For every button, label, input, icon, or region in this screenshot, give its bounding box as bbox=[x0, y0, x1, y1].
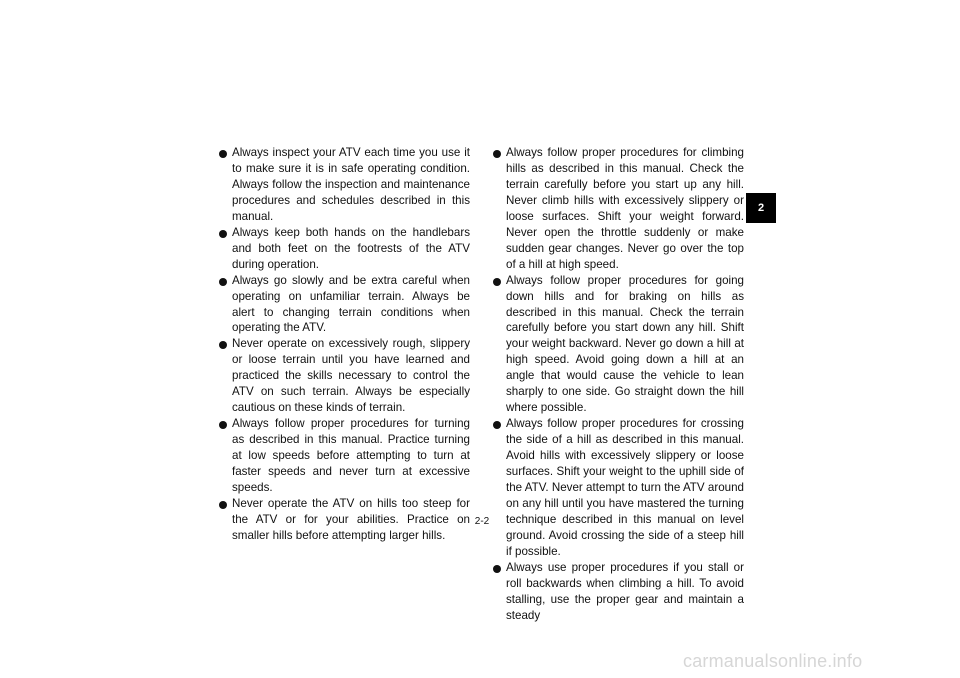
bullet-text: Never operate on excessively rough, slippery or loose terrain until you have learned and practiced the skills necessary to control the ATV on such terrain. Always be especially cautious on these kinds of terrain. bbox=[232, 337, 470, 415]
bullet-dot-icon bbox=[219, 421, 227, 429]
left-column bbox=[218, 145, 470, 544]
bullet-dot-icon bbox=[493, 150, 501, 158]
bullet-item bbox=[492, 273, 744, 417]
bullet-dot-icon bbox=[219, 150, 227, 158]
bullet-text: Always follow proper procedures for going down hills and for braking on hills as described in this manual. Check the terrain carefully before you start down any hill. Shift your weight backward. Never go down a hill at high speed. Avoid going down a hill at an angle that would cause the vehicle to lean sharply to one side. Go straight down the hill where possible. bbox=[506, 273, 744, 415]
bullet-text: Always follow proper procedures for climbing hills as described in this manual. Check the terrain carefully before you start up any hill. Never climb hills with excessively slippery or loose surfaces. Shift your weight forward. Never open the throttle suddenly or make sudden gear changes. Never go over the top of a hill at high speed. bbox=[506, 146, 744, 271]
bullet-item bbox=[218, 416, 470, 496]
bullet-item bbox=[218, 496, 470, 544]
bullet-dot-icon bbox=[219, 230, 227, 238]
bullet-dot-icon bbox=[219, 278, 227, 286]
bullet-item bbox=[218, 225, 470, 273]
watermark: carmanualsonline.info bbox=[683, 651, 863, 671]
bullet-dot-icon bbox=[493, 565, 501, 573]
page-number: 2-2 bbox=[474, 516, 490, 527]
bullet-text: Always follow proper procedures for turning as described in this manual. Practice turning at low speeds before attempting to turn at faster speeds and never turn at excessive speeds. bbox=[232, 417, 470, 495]
bullet-dot-icon bbox=[493, 278, 501, 286]
bullet-item bbox=[492, 560, 744, 624]
bullet-text: Always go slowly and be extra careful when operating on unfamiliar terrain. Always be alert to changing terrain conditions when operating the ATV. bbox=[232, 273, 470, 335]
bullet-text: Always follow proper procedures for crossing the side of a hill as described in this manual. Avoid hills with excessively slippery or loose surfaces. Shift your weight to the uphill side of the ATV. Never attempt to turn the ATV around on any hill until you have mastered the turning technique described in this manual on level ground. Avoid crossing the side of a steep hill if possible. bbox=[506, 417, 744, 558]
bullet-text: Always inspect your ATV each time you use it to make sure it is in safe operating condition. Always follow the inspection and maintenance procedures and schedules described in this manual. bbox=[232, 146, 470, 223]
bullet-item bbox=[218, 273, 470, 337]
bullet-dot-icon bbox=[219, 341, 227, 349]
right-column bbox=[492, 145, 744, 624]
bullet-dot-icon bbox=[493, 421, 501, 429]
chapter-tab: 2 bbox=[746, 193, 776, 223]
bullet-item bbox=[492, 416, 744, 560]
bullet-text: Always keep both hands on the handlebars and both feet on the footrests of the ATV during operation. bbox=[232, 225, 470, 271]
bullet-item bbox=[218, 336, 470, 416]
bullet-text: Never operate the ATV on hills too steep for the ATV or for your abilities. Practice on smaller hills before attempting larger hills. bbox=[232, 496, 470, 542]
bullet-text: Always use proper procedures if you stall or roll backwards when climbing a hill. To avoid stalling, use the proper gear and maintain a steady bbox=[506, 560, 744, 622]
bullet-item bbox=[218, 145, 470, 225]
bullet-dot-icon bbox=[219, 501, 227, 509]
bullet-item bbox=[492, 145, 744, 273]
